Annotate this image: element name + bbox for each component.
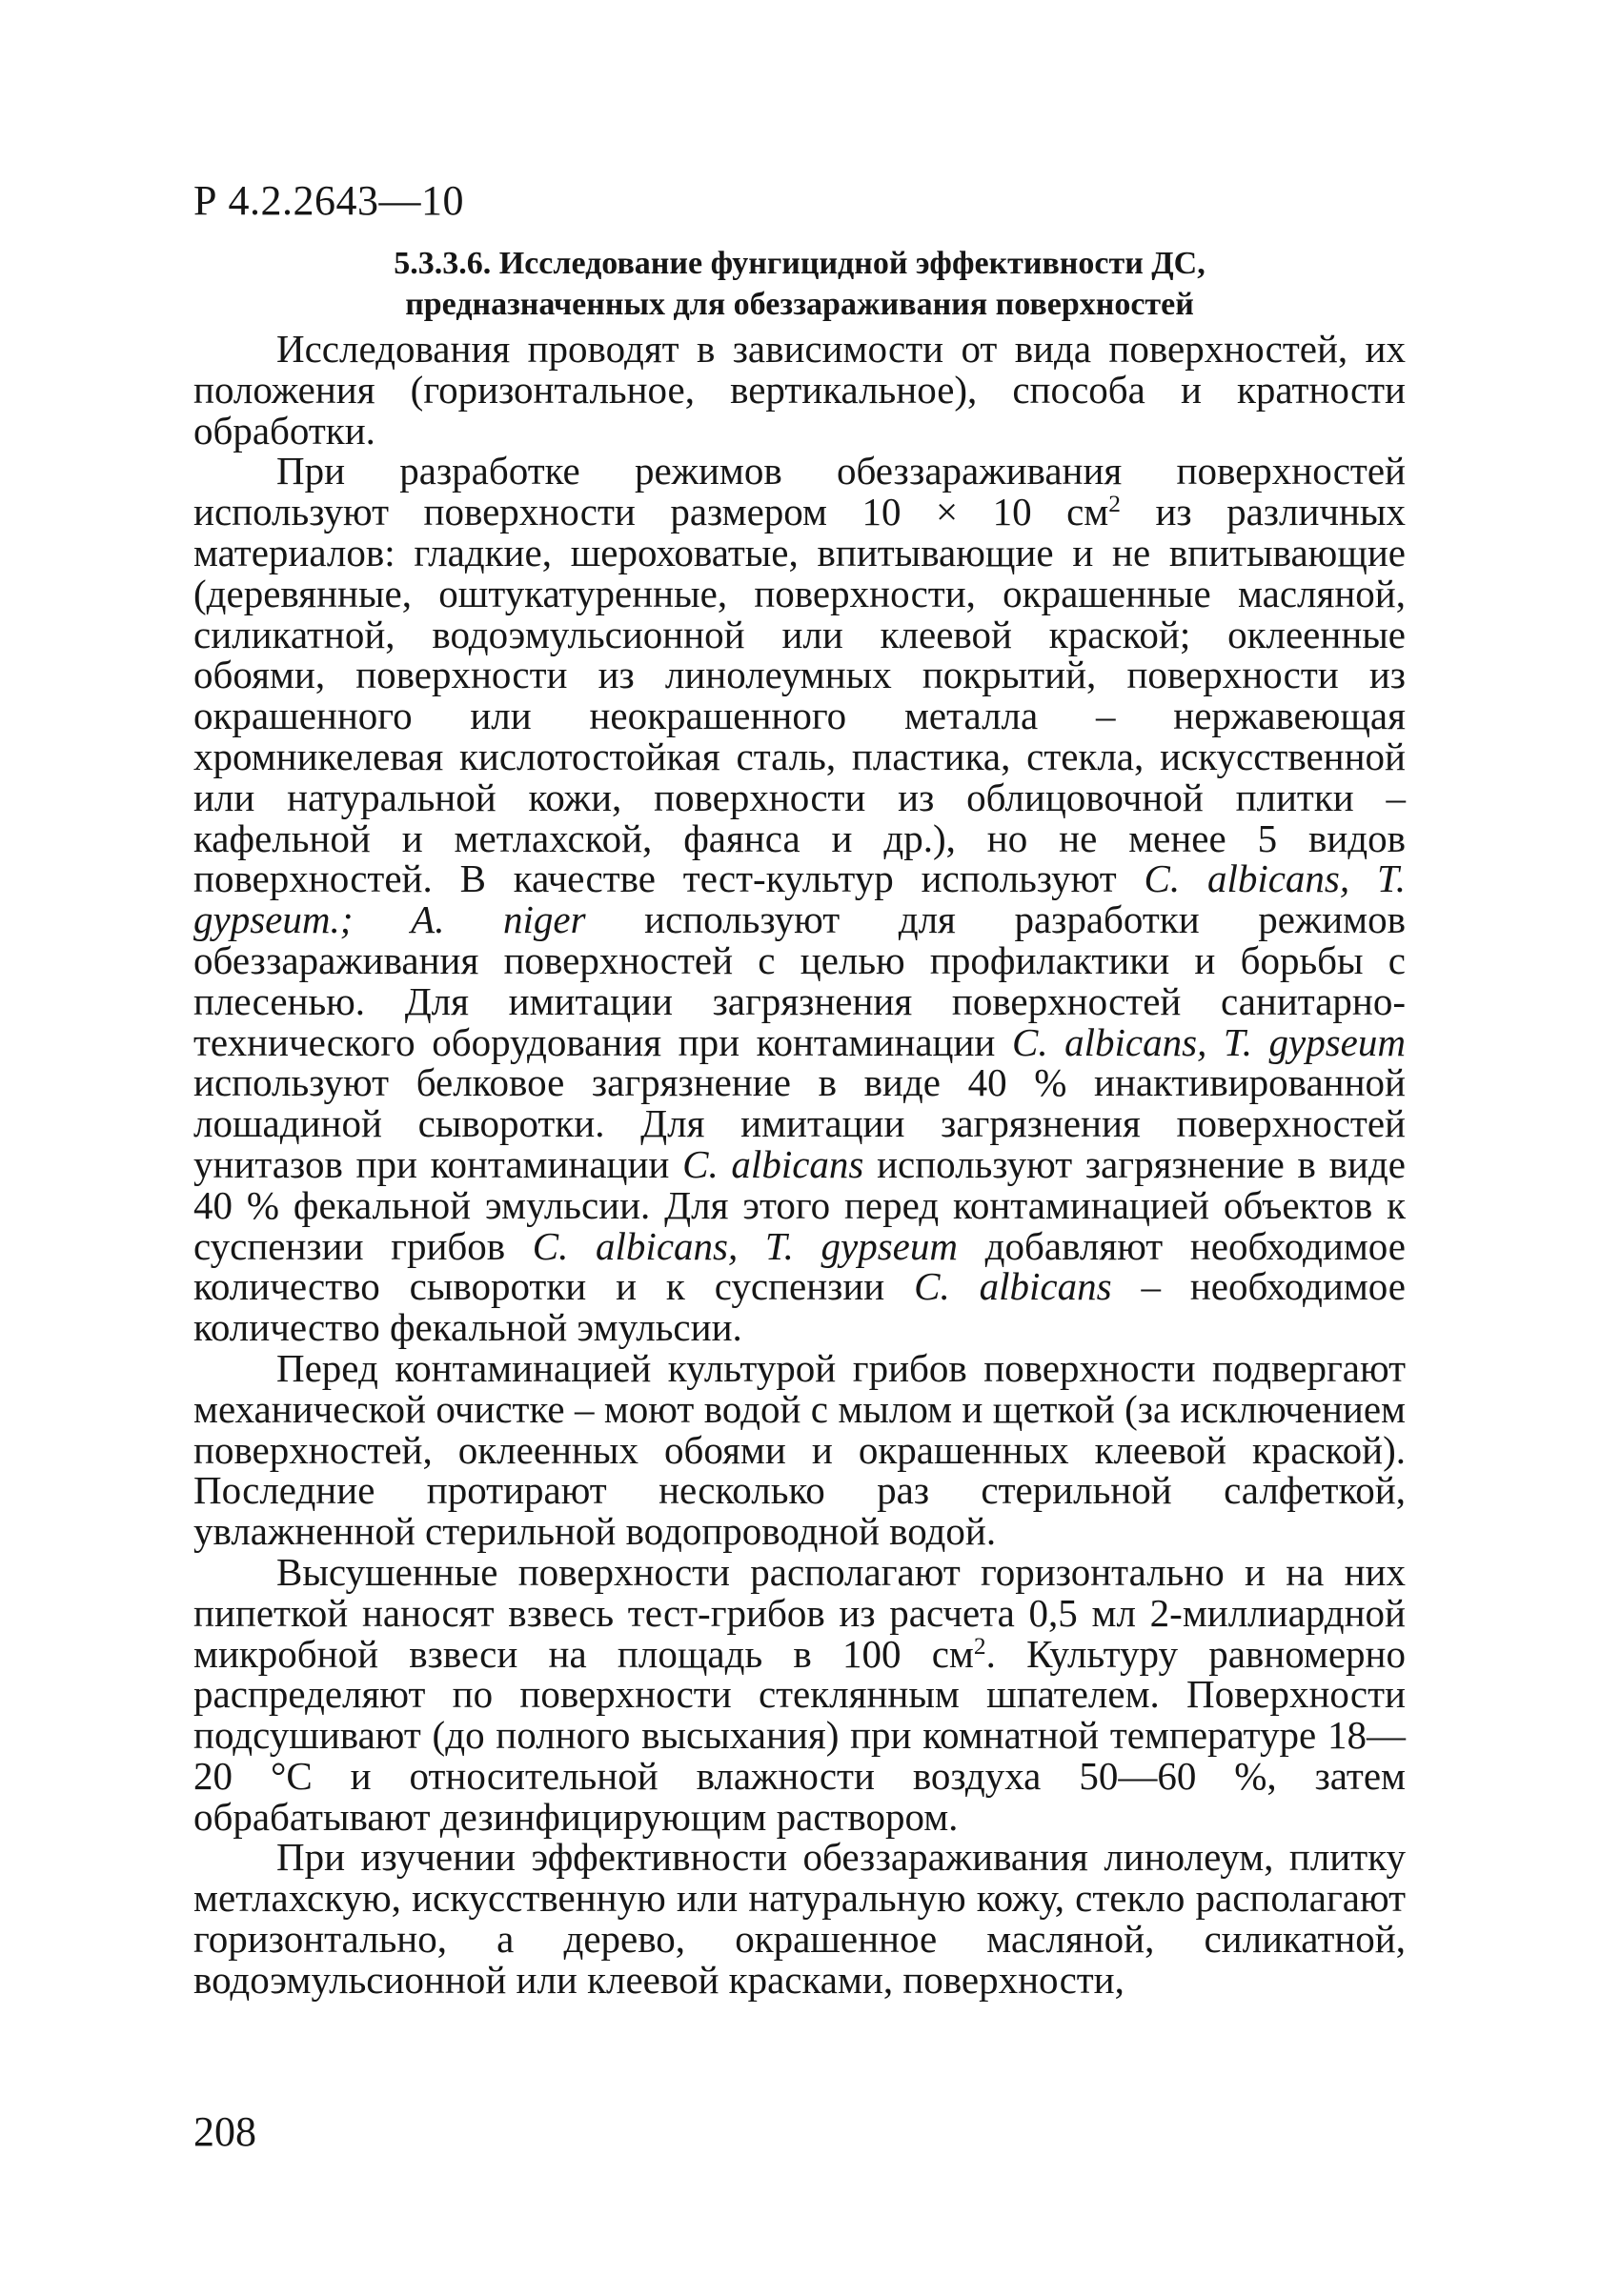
superscript-2: 2: [973, 1632, 986, 1660]
paragraph-2: [193, 451, 1406, 1348]
paragraph-4: [193, 1549, 1406, 1839]
species-names: C. albicans, T. gypseum: [1011, 1019, 1406, 1064]
paragraph-1: Исследования проводят в зависимости от вида поверхностей, их положения (горизонтальное, вертикальное), способа и кратности обработки.: [193, 327, 1406, 453]
paragraph-2-text-g: – необходимое количество фекальной эмульсии.: [193, 1264, 1407, 1350]
page-number: 208: [193, 2108, 256, 2155]
species-names: C. albicans: [682, 1141, 864, 1186]
section-title-line-2: предназначенных для обеззараживания поверхностей: [405, 287, 1194, 322]
body-text: [193, 329, 1406, 2001]
section-title: [193, 243, 1406, 325]
paragraph-2-text-c: используют для разработки режимов обеззараживания поверхностей с целью профилактики и борьбы с плесенью. Для имитации загрязнения поверхностей санитарно-технического оборудования при контаминации: [193, 897, 1406, 1064]
superscript-2: 2: [1108, 491, 1121, 518]
document-code: Р 4.2.2643—10: [193, 177, 464, 224]
paragraph-2-text-a: При разработке режимов обеззараживания поверхностей используют поверхности размером 10 × 10 см: [193, 449, 1406, 534]
paragraph-4-text-a: Высушенные поверхности располагают горизонтально и на них пипеткой наносят взвесь тест-грибов из расчета 0,5 мл 2-миллиардной микробной взвеси на площадь в 100 см: [193, 1549, 1406, 1676]
paragraph-5: При изучении эффективности обеззараживания линолеум, плитку метлахскую, искусственную или натуральную кожу, стекло располагают горизонтально, а дерево, окрашенное масляной, силикатной, водоэмульсионной или клеевой красками, поверхности,: [193, 1835, 1406, 2002]
section-title-line-1: 5.3.3.6. Исследование фунгицидной эффективности ДС,: [394, 246, 1206, 281]
paragraph-2-text-e: используют загрязнение в виде 40 % фекальной эмульсии. Для этого перед контаминацией объектов к суспензии грибов: [193, 1141, 1406, 1268]
paragraph-2-text-b: из различных материалов: гладкие, шероховатые, впитывающие и не впитывающие (деревянные, оштукатуренные, поверхности, окрашенные масляной, силикатной, водоэмульсионной или клеевой краской; оклеенные обоями, поверхности из линолеумных покрытий, поверхности из окрашенного или неокрашенного металла – нержавеющая хромникелевая кислотостойкая сталь, пластика, стекла, искусственной или натуральной кожи, поверхности из облицовочной плитки – кафельной и метлахской, фаянса и др.), но не менее 5 видов поверхностей. В качестве тест-культур используют: [193, 490, 1407, 901]
species-names: C. albicans: [914, 1264, 1112, 1309]
paragraph-2-text-f: добавляют необходимое количество сыворотки и к суспензии: [193, 1223, 1406, 1309]
paragraph-2-text-d: используют белковое загрязнение в виде 40 % инактивированной лошадиной сыворотки. Для имитации загрязнения поверхностей унитазов при контаминации: [193, 1060, 1406, 1186]
species-names: C. albicans, T. gypseum.; A. niger: [193, 856, 1407, 942]
paragraph-3: Перед контаминацией культурой грибов поверхности подвергают механической очистке – моют водой с мылом и щеткой (за исключением поверхностей, оклеенных обоями и окрашенных клеевой краской). Последние протирают несколько раз стерильной салфеткой, увлажненной стерильной водопроводной водой.: [193, 1345, 1406, 1554]
paragraph-4-text-b: . Культуру равномерно распределяют по поверхности стеклянным шпателем. Поверхности подсушивают (до полного высыхания) при комнатной температуре 18—20 °С и относительной влажности воздуха 50—60 %, затем обрабатывают дезинфицирующим раствором.: [193, 1631, 1406, 1839]
species-names: C. albicans, T. gypseum: [532, 1223, 958, 1268]
